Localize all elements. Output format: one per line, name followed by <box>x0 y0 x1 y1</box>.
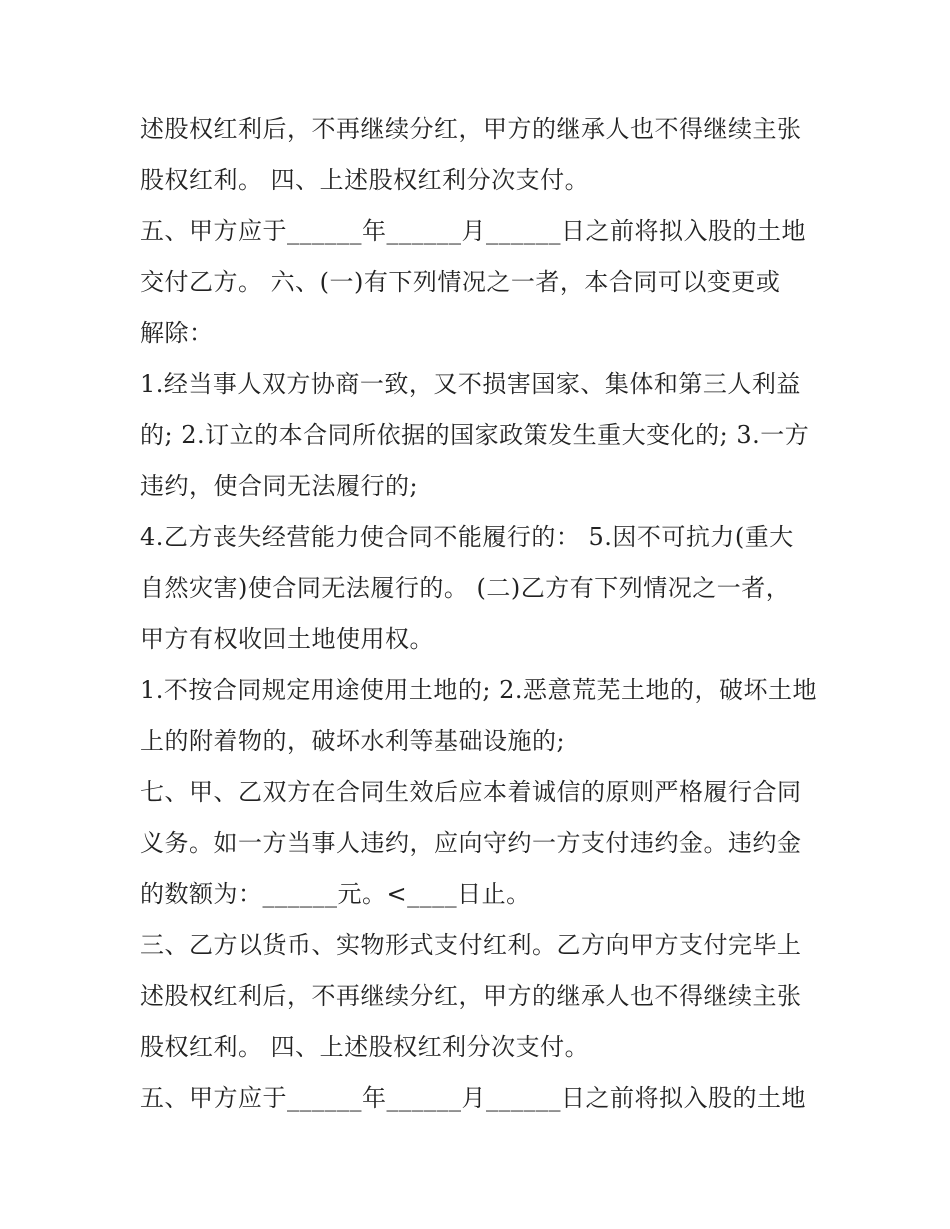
text-line: 述股权红利后，不再继续分红，甲方的继承人也不得继续主张 <box>140 115 802 143</box>
text-line: 义务。如一方当事人违约，应向守约一方支付违约金。违约金 <box>140 829 802 857</box>
text-line: 的数额为：______元。<____日止。 <box>140 880 531 908</box>
text-line: 违约，使合同无法履行的; <box>140 472 419 500</box>
text-line: 解除： <box>140 319 214 347</box>
text-line: 1.不按合同规定用途使用土地的; 2.恶意荒芜土地的，破坏土地 <box>140 676 818 704</box>
text-line: 股权红利。 四、上述股权红利分次支付。 <box>140 166 590 194</box>
text-line: 交付乙方。 六、(一)有下列情况之一者，本合同可以变更或 <box>140 268 781 296</box>
text-line: 上的附着物的，破坏水利等基础设施的; <box>140 727 566 755</box>
text-line: 的; 2.订立的本合同所依据的国家政策发生重大变化的; 3.一方 <box>140 421 810 449</box>
text-line: 述股权红利后，不再继续分红，甲方的继承人也不得继续主张 <box>140 982 802 1010</box>
text-line: 五、甲方应于______年______月______日之前将拟入股的土地 <box>140 217 806 245</box>
text-line: 甲方有权收回土地使用权。 <box>140 625 434 653</box>
document-page <box>140 104 820 1124</box>
text-line: 4.乙方丧失经营能力使合同不能履行的： 5.因不可抗力(重大 <box>140 523 794 551</box>
text-line: 三、乙方以货币、实物形式支付红利。乙方向甲方支付完毕上 <box>140 931 802 959</box>
text-line: 1.经当事人双方协商一致，又不损害国家、集体和第三人利益 <box>140 370 801 398</box>
text-line: 股权红利。 四、上述股权红利分次支付。 <box>140 1033 590 1061</box>
text-line: 自然灾害)使合同无法履行的。 (二)乙方有下列情况之一者， <box>140 574 791 602</box>
text-line: 五、甲方应于______年______月______日之前将拟入股的土地 <box>140 1084 806 1112</box>
text-line: 七、甲、乙双方在合同生效后应本着诚信的原则严格履行合同 <box>140 778 802 806</box>
document-body <box>140 104 820 1124</box>
